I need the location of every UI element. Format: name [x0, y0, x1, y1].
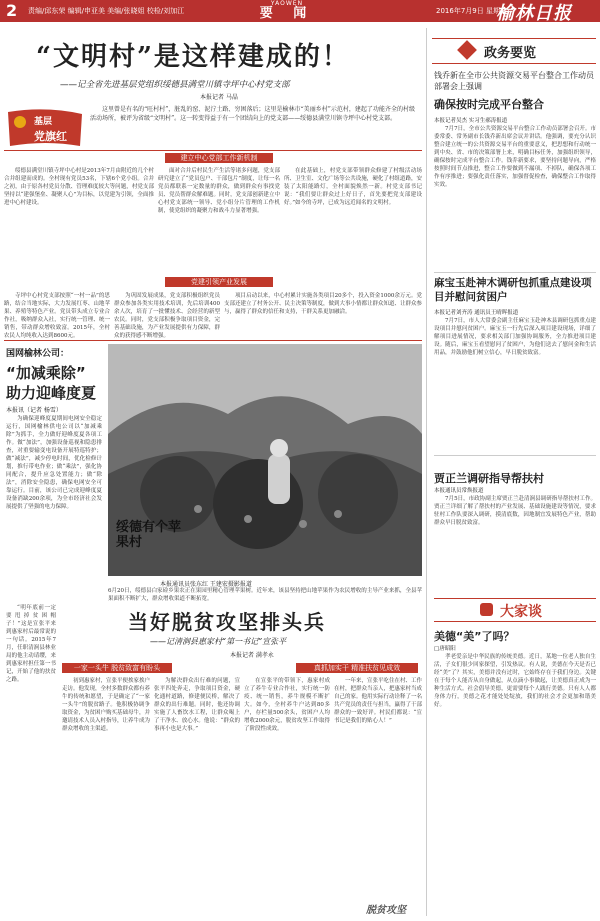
- right-divider-2: [434, 455, 596, 456]
- page-number: 2: [6, 1, 18, 20]
- feature-col-4: 一年来，宣张平吃住在村、工作在村，把群众当亲人，把惠家村当成自己的家。他用实际行动诠释了一名共产党员的责任与担当，赢得了干部群众的一致好评。村民们都说：“宣书记是我们的贴心人！”: [334, 678, 422, 724]
- left-story-title-3: 助力迎峰度夏: [6, 384, 97, 402]
- story3-title: 贾正兰调研指导帮扶村: [434, 472, 544, 485]
- lead-subtitle: ——记全省先进基层党组织绥德县满堂川镇寺坪中心村党支部: [60, 80, 290, 90]
- right-divider-1: [434, 272, 596, 273]
- gov-affairs-title: 政务要览: [484, 46, 537, 61]
- masthead-logo: 榆林日报: [496, 3, 572, 24]
- talk-byline: □唐昭阳: [434, 646, 456, 652]
- column-divider: [426, 28, 427, 916]
- talk-header-title: 大家谈: [500, 604, 542, 620]
- lead-summary: 这里曾是有名的“旺村村”，脏乱的窑、泥泞土路、穷困落后；这里是榆林市“美丽乡村”示范村，建起了功能齐全的村级活动场所，被评为省级“文明村”。这一转变得益于有一个团结向上的党支部——绥德县满堂川镇寺坪中心村党支部。: [90, 106, 415, 122]
- corner-logo-text: 脱贫攻坚: [366, 905, 406, 916]
- feature-title: 当好脱贫攻坚排头兵: [128, 610, 326, 634]
- lead-col-1: 绥德县满堂川镇寺坪中心村是2013年7月由附近的几个村合并组建而成的。全村现有党员53名，下辖6个党小组。合并之初，由于原各村党员分散、管理难度较大等问题，村党支部坚持以“建强堡垒、凝聚人心”为目标，以党建为引领，全面推进中心村建设。: [4, 168, 154, 206]
- lead-top-rule: [4, 150, 422, 151]
- section-en: YAOWEN: [270, 0, 304, 7]
- feature-col-2: 为解决群众出行难的问题，宣张平四处奔走，争取项目资金，硬化通村道路，修建便民桥，解决了群众的出行难题。同时，他还协调实施了人畜饮水工程，让群众喝上了干净水、放心水。他说：“群众的事再小也是大事。”: [154, 678, 240, 732]
- party-flag-badge: [6, 108, 84, 150]
- story2-body: 7月7日，市人大常委会副主任麻宝玉赴神木县调研包抓重点建设项目并慰问贫困户。麻宝玉一行先后深入项目建设现场，详细了解项目进展情况，要求相关部门加强协调服务，全力推进项目建设。随后，麻宝玉看望慰问了贫困户，为他们送去了慰问金和生活用品，并鼓励他们树立信心，早日脱贫致富。: [434, 318, 596, 356]
- story3-byline: 本报通讯员常焕报道: [434, 488, 484, 494]
- lead-byline: 本报记者 马晶: [200, 94, 238, 101]
- lead-subhead-2: 党建引领产业发展: [165, 277, 273, 287]
- story1-body: 7月7日，全市公共资源交易平台整合工作动员部署会召开。市委常委、常务副市长钱乔新出席会议并讲话。他强调，要充分认识整合建立统一的公共资源交易平台的重要意义，把思想和行动统一到中央、省、市的决策部署上来，明确目标任务，加强组织领导，确保按时完成平台整合工作。钱乔新要求，要坚持问题导向，严格按照时间节点推进，整合工作要做到不漏项、不掉队，确保各项工作有序推进；要强化责任落实，加强督促检查，确保整合工作取得实效。: [434, 126, 596, 188]
- photo-caption-byline: 本报通讯员张东红 王建宏摄影报道: [160, 581, 252, 588]
- feature-col-3: 在宣张平的带领下，惠家村成立了养牛专业合作社，实行统一防疫、统一销售，养牛规模不断扩大。如今，全村养牛户达到80多户，存栏量500余头，贫困户人均增收2000余元，脱贫攻坚工作取得了阶段性成效。: [244, 678, 330, 732]
- editor-roles: 责编/邱东荣 编辑/申亚美 美编/张晓姐 校检/刘加江: [28, 7, 185, 15]
- gov-affairs-icon: [457, 40, 477, 60]
- story1-title-small: 钱乔新在全市公共资源交易平台整合工作动员部署会上强调: [434, 71, 594, 91]
- lead-col-2: 面对合并后村民生产生活等诸多问题，党支部研究建立了“党员包户、干部包片”制度，让每一名党员都联系一定数量的群众，做到群众有事找党员、党员帮群众解难题。同时，党支部创新建立中心村党支部统一领导、党小组分片管理的工作机制，使党组织的凝聚力和战斗力显著增强。: [158, 168, 280, 214]
- badge-top: 基层: [34, 117, 53, 127]
- left-narrow-column: “明年底前一定要甩掉贫困帽子！”这是宣张平来到惠家村后最常说的一句话。2015年7月，任职清涧县林业局的他主动请缨，来到惠家村担任第一书记，开始了他的扶贫之路。: [6, 605, 56, 683]
- lead-col-3: 在此基础上，村党支部带领群众修建了村级活动场所、卫生室、文化广场等公共设施，硬化了村组道路，安装了太阳能路灯，全村面貌焕然一新。村党支部书记说：“我们要让群众过上好日子，首先要把党支部建设好。”如今的寺坪，已成为远近闻名的文明村。: [284, 168, 422, 206]
- feature-subhead-a: 一家一头牛 脱贫致富有盼头: [62, 663, 172, 673]
- talk-title: 美德“美”了吗？: [434, 630, 515, 643]
- photo-caption-text: 6月20日，绥德县白家硷乡果农正在果园里精心管理苹果树。近年来，该县坚持把山地苹果作为农民增收的主导产业来抓，全县苹果面积不断扩大，群众增收渠道不断拓宽。: [108, 588, 422, 602]
- lead-col-6: 项目启动以来，中心村累计实施各类项目20多个，投入资金1000余万元。党支部还建立了村务公开、民主决策等制度，做到大事小情都让群众知道、让群众参与，赢得了群众的信任和支持，干群关系更加融洽。: [224, 293, 422, 315]
- talk-icon: [480, 603, 493, 616]
- story2-byline: 本报记者刘齐涛 通讯员王晴晖报道: [434, 310, 519, 316]
- lead-title: “文明村”是这样建成的！: [36, 42, 350, 72]
- feature-subhead-b: 真抓加实干 精准扶贫见成效: [296, 663, 418, 673]
- poverty-corner-logo: [366, 898, 422, 916]
- lead-col-5: 为巩固发展成果，党支部积极组织党员群众参加各类实用技术培训，先后培训400余人次，培育了一批懂技术、会经营的新型农民。同时，党支部积极争取项目资金，完善基础设施，为产业发展提供有力保障，群众的获得感不断增强。: [114, 293, 220, 338]
- left-story-title-2: “加减乘除”: [6, 364, 86, 382]
- feature-col-1: 初到惠家村，宣张平便挨家挨户走访。他发现，全村多数群众都有养牛的传统和愿望，于是确定了“一家一头牛”的脱贫路子。他积极协调争取资金，为贫困户购买基础母牛，并邀请技术人员入村指导，让养牛成为群众增收的主渠道。: [62, 678, 150, 732]
- badge-bottom: 党旗红: [34, 130, 67, 143]
- left-story-title-1: 国网榆林公司：: [6, 349, 70, 359]
- story3-body: 7月5日，市政协副主席贾正兰赴清涧县调研指导帮扶村工作。贾正兰详细了解了帮扶村的产业发展、基础设施建设等情况，要求驻村工作队要深入调研，摸清底数，因地制宜发展特色产业，帮助群众早日脱贫致富。: [434, 496, 596, 526]
- feature-byline: 本报记者 满孝永: [230, 652, 274, 659]
- story2-title: 麻宝玉赴神木调研包抓重点建设项目并慰问贫困户: [434, 277, 592, 303]
- header-bar: [0, 0, 600, 22]
- lead-col-4: 寺坪中心村党支部按照“一村一品”的思路，结合当地实际，大力发展红枣、山地苹果、养殖等特色产业。党员带头成立专业合作社，吸纳群众入社，实行统一管理、统一销售，带动群众增收致富。2015年，全村农民人均纯收入达到8600元。: [4, 293, 110, 338]
- section-cn: 要 闻: [259, 6, 315, 21]
- story1-byline: 本报记者吴杰 实习生郝涛报道: [434, 118, 508, 124]
- talk-header: [434, 598, 596, 622]
- left-story-byline: 本报讯（记者 杨雪）: [6, 407, 62, 414]
- talk-body: 孝老爱亲是中华民族的传统美德。近日，某地一位老人独自生活，子女们很少回家探望，引发热议。有人说，美德在今天是否已经“美”了？其实，美德并没有过时，它始终存在于我们身边。关键在于每个人能否从自身做起，从点滴小事做起，让美德真正成为一种生活方式。社会倡导美德，更需要每个人践行美德。只有人人都身体力行，美德之花才能处处绽放，我们的社会才会更加和谐美好。: [434, 654, 596, 708]
- lead-bottom-rule: [4, 340, 422, 341]
- story1-title: 确保按时完成平台整合: [434, 98, 544, 111]
- section-label: [232, 0, 342, 22]
- apple-village-photo: [108, 344, 422, 576]
- left-story-body: 为确保迎峰度夏期间电网安全稳定运行，国网榆林供电公司以“加减乘除”为抓手，全力做好迎峰度夏各项工作。做“加法”，加强设备巡视和隐患排查，对重要输变电设备开展特巡特护；做“减法”，减少停电时间，优化检修计划，推行带电作业；做“乘法”，强化协同配合，提升应急处置能力；做“除法”，消除安全隐患，确保电网安全可靠运行。目前，该公司已完成迎峰度夏设备消缺200余项，为全市经济社会发展提供了坚强的电力保障。: [6, 416, 102, 510]
- lead-subhead-1: 建立中心党部工作新机制: [165, 153, 273, 163]
- photo-caption-title: 绥德有个苹果村: [116, 520, 182, 550]
- gov-affairs-header: [432, 38, 596, 64]
- feature-subtitle: ——记清涧县惠家村“第一书记”宣张平: [150, 637, 287, 646]
- date-line: 2016年7月9日 星期六: [436, 7, 507, 15]
